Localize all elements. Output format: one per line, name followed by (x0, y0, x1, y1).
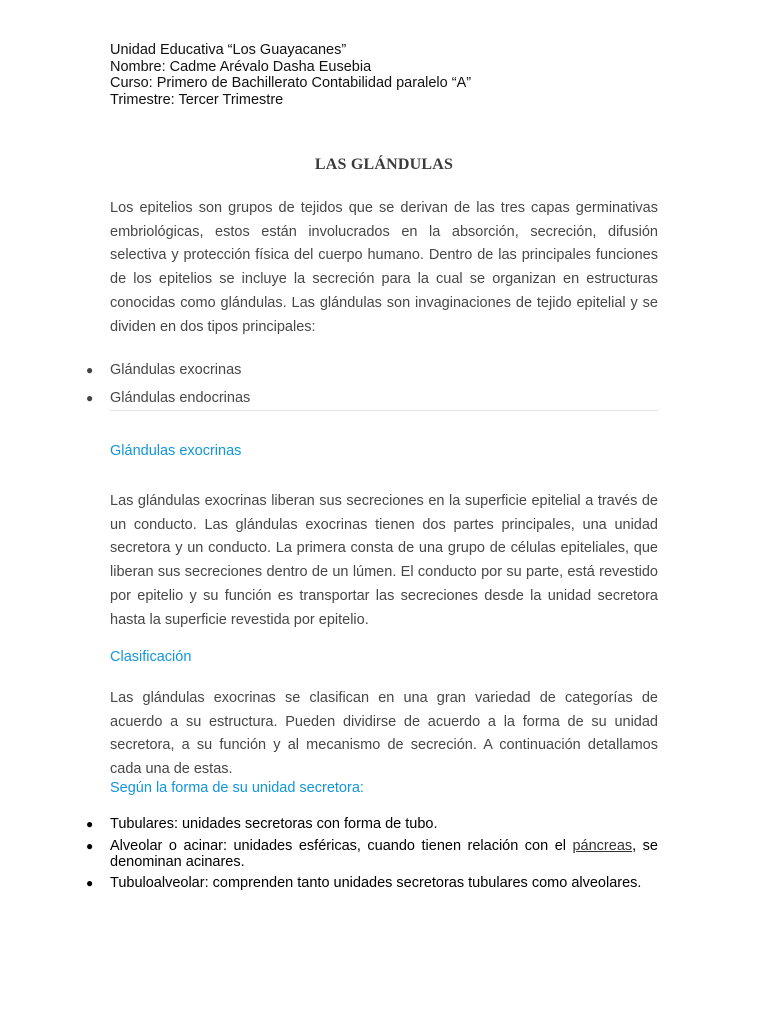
trimester-info: Trimestre: Tercer Trimestre (110, 91, 284, 108)
school-name: Unidad Educativa “Los Guayacanes” (110, 42, 347, 58)
list-item-text: Glándulas exocrinas (110, 362, 242, 378)
list-item (0, 816, 658, 832)
list-item (0, 875, 658, 891)
course-info: Curso: Primero de Bachillerato Contabilidad paralelo “A” (110, 75, 472, 91)
intro-paragraph: Los epitelios son grupos de tejidos que se derivan de las tres capas germinativas embriológicas, estos están involucrados en la absorción, secreción, difusión selectiva y protección física del cuerpo humano. Dentro de las principales funciones de los epitelios se incluye la secreción para la cual se organizan en estructuras conocidas como glándulas. Las glándulas son invaginaciones de tejido epitelial y se dividen en dos tipos principales: (110, 200, 658, 335)
list-item-text: Glándulas endocrinas (110, 390, 251, 406)
list-item (0, 384, 768, 412)
document-header (110, 42, 471, 108)
pancreas-link[interactable]: páncreas (572, 838, 633, 854)
bullet-icon: ● (86, 839, 94, 853)
list-item-text: Tubulares: unidades secretoras con forma de tubo. (110, 816, 438, 832)
section-heading-classification: Clasificación (110, 649, 192, 665)
list-item (0, 838, 658, 870)
gland-types-list (0, 356, 768, 412)
section-divider (110, 410, 658, 411)
exocrine-paragraph: Las glándulas exocrinas liberan sus secreciones en la superficie epitelial a través de un conducto. Las glándulas exocrinas tienen dos partes principales, una unidad secretora y un conducto. La primera consta de una grupo de células epiteliales, que liberan sus secreciones dentro de un lúmen. El conducto por su parte, está revestido por epitelio y su función es transportar las secreciones desde la unidad secretora hasta la superficie revestida por epitelio. (110, 493, 658, 628)
bullet-icon: ● (86, 876, 94, 890)
bullet-icon: ● (86, 817, 94, 831)
list-item-text: Tubuloalveolar: comprenden tanto unidades secretoras tubulares como alveolares. (110, 875, 642, 891)
secretory-shape-list (0, 816, 768, 897)
section-heading-exocrine: Glándulas exocrinas (110, 443, 242, 459)
page-title: LAS GLÁNDULAS (314, 156, 454, 173)
list-item-text: Alveolar o acinar: unidades esféricas, cuando tienen relación con el (110, 838, 573, 854)
section-heading-secretory-shape: Según la forma de su unidad secretora: (110, 780, 364, 796)
student-name: Nombre: Cadme Arévalo Dasha Eusebia (110, 58, 372, 75)
list-item (0, 356, 768, 384)
bullet-icon: ● (86, 363, 94, 377)
bullet-icon: ● (86, 391, 94, 405)
classification-paragraph: Las glándulas exocrinas se clasifican en una gran variedad de categorías de acuerdo a su estructura. Pueden dividirse de acuerdo a la forma de su unidad secretora, a su función y al mecanismo de secreción. A continuación detallamos cada una de estas. (110, 690, 658, 778)
list-item-text: , se denominan acinares. (110, 838, 658, 870)
